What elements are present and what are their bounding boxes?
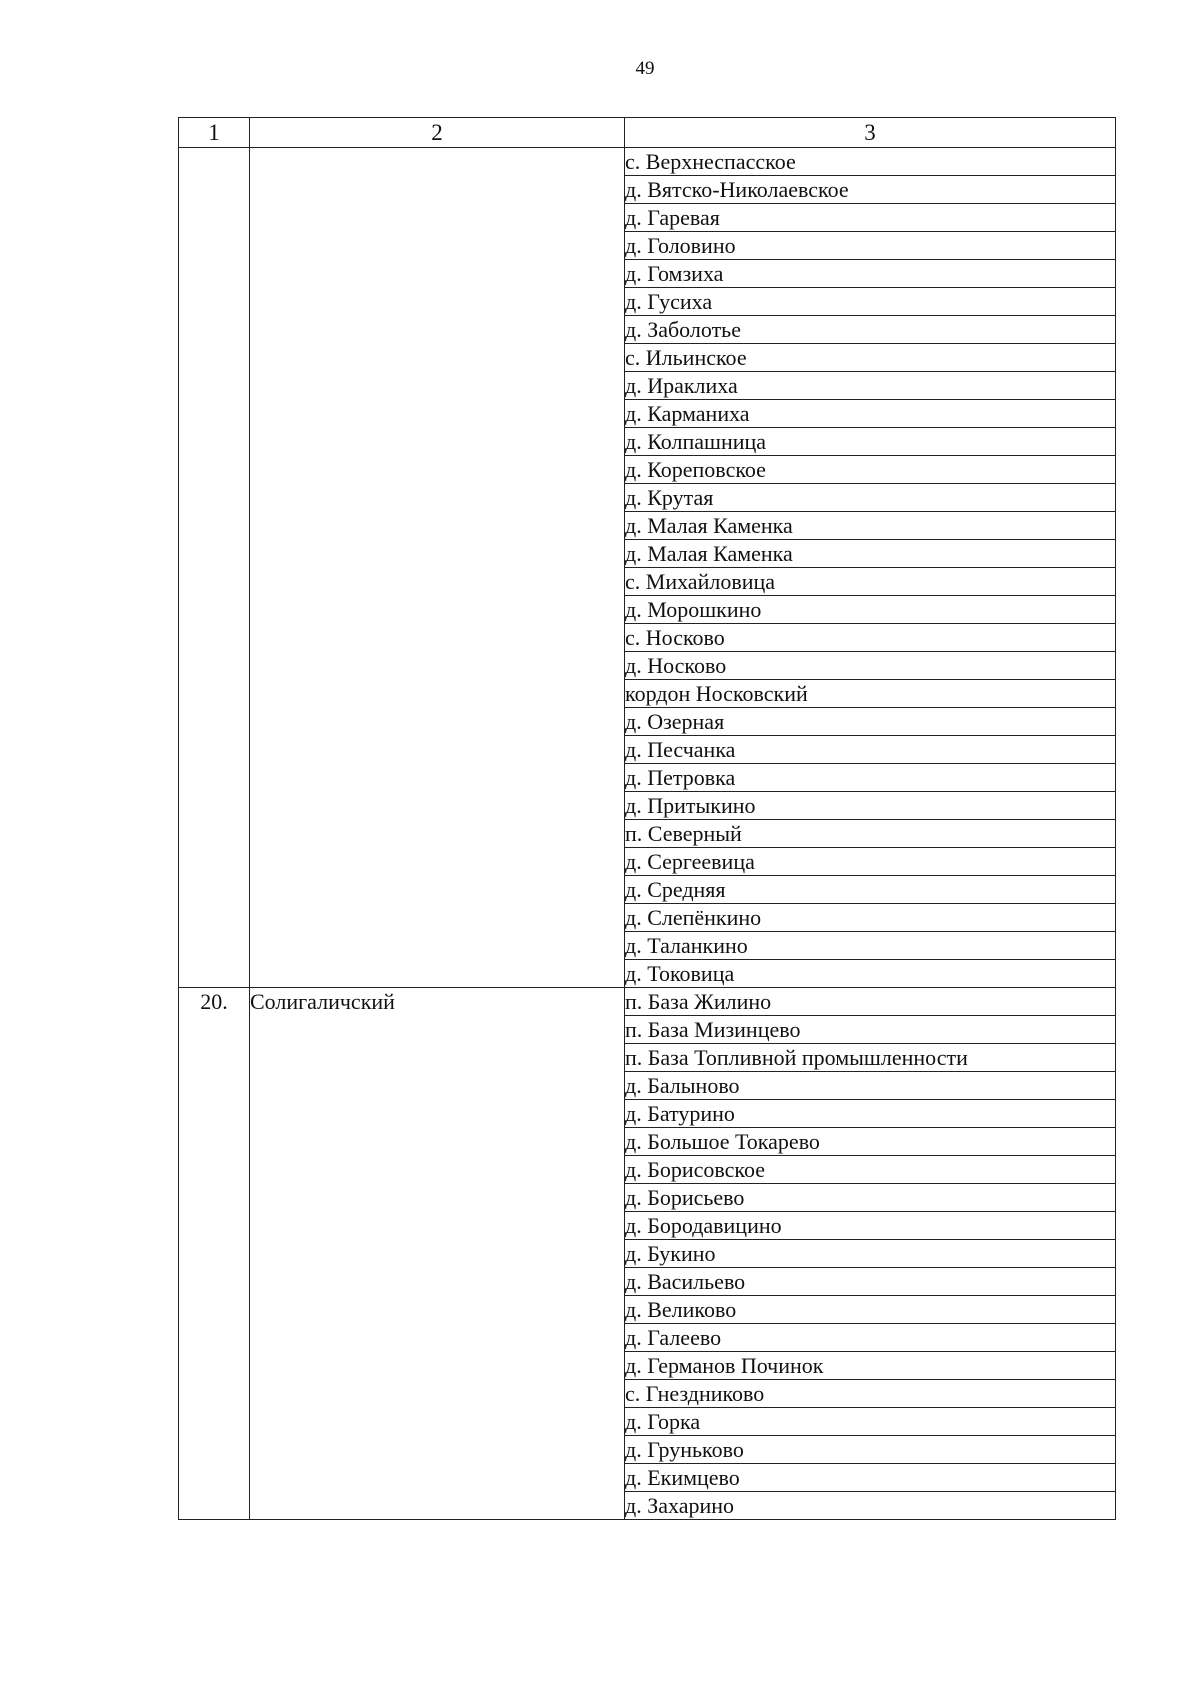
settlements-table — [178, 117, 1116, 1520]
settlement-cell: п. База Топливной промышленности — [625, 1044, 1116, 1072]
settlement-cell: д. Груньково — [625, 1436, 1116, 1464]
settlement-cell: д. Большое Токарево — [625, 1128, 1116, 1156]
settlement-cell: д. Притыкино — [625, 792, 1116, 820]
settlement-cell: д. Головино — [625, 232, 1116, 260]
page-number: 49 — [635, 58, 655, 79]
settlement-cell: д. Ираклиха — [625, 372, 1116, 400]
settlement-cell: кордон Носковский — [625, 680, 1116, 708]
settlement-cell: п. База Жилино — [625, 988, 1116, 1016]
settlement-cell: д. Карманиха — [625, 400, 1116, 428]
settlement-cell: с. Ильинское — [625, 344, 1116, 372]
settlement-cell: п. База Мизинцево — [625, 1016, 1116, 1044]
settlement-cell: д. Вятско-Николаевское — [625, 176, 1116, 204]
settlement-cell: д. Малая Каменка — [625, 540, 1116, 568]
settlement-cell: п. Северный — [625, 820, 1116, 848]
settlement-cell: д. Букино — [625, 1240, 1116, 1268]
table-row — [179, 148, 1116, 176]
column-header-1: 1 — [179, 118, 250, 148]
settlement-cell: д. Горка — [625, 1408, 1116, 1436]
settlement-cell: с. Гнездниково — [625, 1380, 1116, 1408]
settlement-cell: д. Таланкино — [625, 932, 1116, 960]
settlement-cell: д. Сергеевица — [625, 848, 1116, 876]
settlement-cell: д. Морошкино — [625, 596, 1116, 624]
settlement-cell: д. Петровка — [625, 764, 1116, 792]
table-header-row — [179, 118, 1116, 148]
settlement-cell: д. Носково — [625, 652, 1116, 680]
settlement-cell: д. Екимцево — [625, 1464, 1116, 1492]
settlement-cell: д. Васильево — [625, 1268, 1116, 1296]
settlement-cell: д. Малая Каменка — [625, 512, 1116, 540]
settlement-cell: д. Гусиха — [625, 288, 1116, 316]
settlement-cell: д. Великово — [625, 1296, 1116, 1324]
settlement-cell: д. Колпашница — [625, 428, 1116, 456]
settlement-cell: с. Носково — [625, 624, 1116, 652]
district-cell: Солигаличский — [250, 988, 625, 1520]
settlement-cell: д. Борисьево — [625, 1184, 1116, 1212]
settlement-cell: д. Гаревая — [625, 204, 1116, 232]
settlement-cell: д. Заболотье — [625, 316, 1116, 344]
settlement-cell: д. Кореповское — [625, 456, 1116, 484]
column-header-3: 3 — [625, 118, 1116, 148]
settlement-cell: д. Бородавицино — [625, 1212, 1116, 1240]
settlement-cell: д. Крутая — [625, 484, 1116, 512]
row-number-cell — [179, 148, 250, 988]
settlement-cell: д. Озерная — [625, 708, 1116, 736]
settlement-cell: д. Борисовское — [625, 1156, 1116, 1184]
settlement-cell: д. Германов Починок — [625, 1352, 1116, 1380]
settlement-cell: с. Михайловица — [625, 568, 1116, 596]
row-number-cell: 20. — [179, 988, 250, 1520]
settlement-cell: д. Галеево — [625, 1324, 1116, 1352]
settlement-cell: д. Балыново — [625, 1072, 1116, 1100]
table-body — [179, 148, 1116, 1520]
settlement-cell: д. Слепёнкино — [625, 904, 1116, 932]
settlement-cell: д. Токовица — [625, 960, 1116, 988]
settlement-cell: д. Гомзиха — [625, 260, 1116, 288]
settlement-cell: д. Батурино — [625, 1100, 1116, 1128]
settlement-cell: д. Песчанка — [625, 736, 1116, 764]
table-row — [179, 988, 1116, 1016]
settlement-cell: с. Верхнеспасское — [625, 148, 1116, 176]
column-header-2: 2 — [250, 118, 625, 148]
settlement-cell: д. Захарино — [625, 1492, 1116, 1520]
settlement-cell: д. Средняя — [625, 876, 1116, 904]
district-cell — [250, 148, 625, 988]
